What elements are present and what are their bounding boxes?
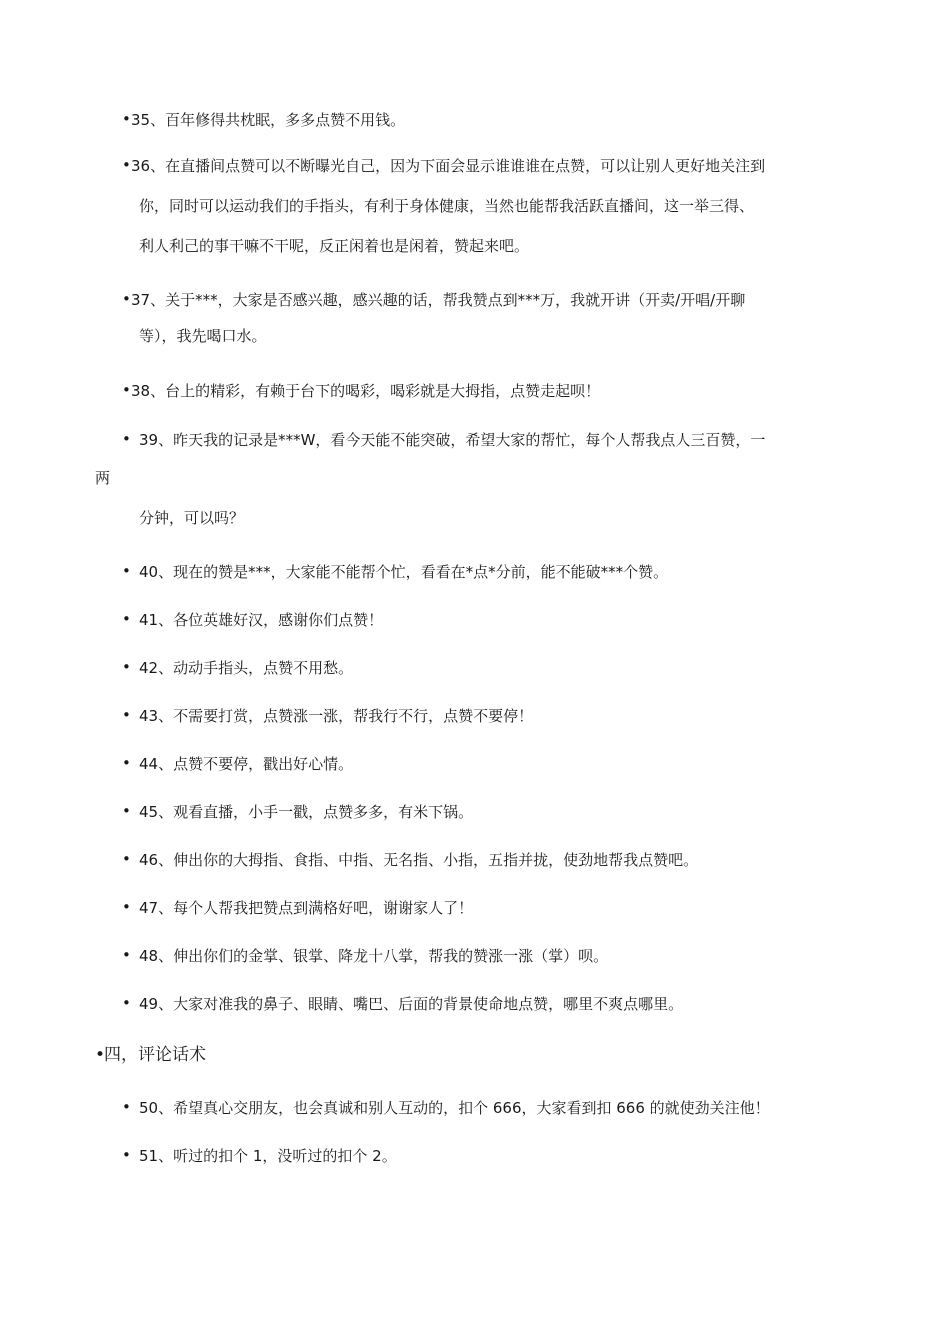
list-item-39-line-3: 分钟，可以吗？ <box>139 509 245 527</box>
bullet: • <box>122 381 131 399</box>
list-item-36-line-1: 36、在直播间点赞可以不断曝光自己，因为下面会显示谁谁谁在点赞，可以让别人更好地关注到 <box>131 157 766 175</box>
list-item-39-line-2: 两 <box>95 469 111 487</box>
bullet: • <box>122 562 131 580</box>
bullet: • <box>122 802 131 820</box>
list-item-37-line-2: 等），我先喝口水。 <box>139 327 267 345</box>
list-item-50: 50、希望真心交朋友，也会真诚和别人互动的，扣个 666，大家看到扣 666 的就使劲关注他！ <box>139 1099 770 1117</box>
list-item-44: 44、点赞不要停，戳出好心情。 <box>139 755 354 773</box>
bullet: • <box>122 110 131 128</box>
list-item-43: 43、不需要打赏，点赞涨一涨，帮我行不行，点赞不要停！ <box>139 707 534 725</box>
bullet: • <box>122 1098 131 1116</box>
list-item-45: 45、观看直播，小手一戳，点赞多多，有米下锅。 <box>139 803 474 821</box>
bullet: • <box>122 754 131 772</box>
list-item-38: 38、台上的精彩，有赖于台下的喝彩，喝彩就是大拇指，点赞走起呗！ <box>131 382 601 400</box>
list-item-48: 48、伸出你们的金掌、银掌、降龙十八掌，帮我的赞涨一涨（掌）呗。 <box>139 947 609 965</box>
list-item-41: 41、各位英雄好汉，感谢你们点赞！ <box>139 611 384 629</box>
list-item-36-line-2: 你，同时可以运动我们的手指头，有利于身体健康，当然也能帮我活跃直播间，这一举三得、 <box>139 197 755 215</box>
bullet: • <box>122 850 131 868</box>
section-heading: 四，评论话术 <box>104 1045 206 1065</box>
bullet: • <box>95 1045 106 1065</box>
bullet: • <box>122 946 131 964</box>
bullet: • <box>122 994 131 1012</box>
list-item-35: 35、百年修得共枕眠，多多点赞不用钱。 <box>131 111 406 129</box>
bullet: • <box>122 430 131 448</box>
list-item-49: 49、大家对准我的鼻子、眼睛、嘴巴、后面的背景使命地点赞，哪里不爽点哪里。 <box>139 995 684 1013</box>
list-item-46: 46、伸出你的大拇指、食指、中指、无名指、小指，五指并拢，使劲地帮我点赞吧。 <box>139 851 699 869</box>
list-item-47: 47、每个人帮我把赞点到满格好吧，谢谢家人了！ <box>139 899 474 917</box>
list-item-39-line-1: 39、昨天我的记录是***W，看今天能不能突破，希望大家的帮忙，每个人帮我点人三百赞，一 <box>139 431 766 449</box>
bullet: • <box>122 898 131 916</box>
bullet: • <box>122 290 131 308</box>
bullet: • <box>122 156 131 174</box>
list-item-36-line-3: 利人利己的事干嘛不干呢，反正闲着也是闲着，赞起来吧。 <box>139 237 530 255</box>
bullet: • <box>122 1146 131 1164</box>
bullet: • <box>122 706 131 724</box>
list-item-40: 40、现在的赞是***，大家能不能帮个忙，看看在*点*分前，能不能破***个赞。 <box>139 563 669 581</box>
list-item-37-line-1: 37、关于***，大家是否感兴趣，感兴趣的话，帮我赞点到***万，我就开讲（开卖/开唱/开聊 <box>131 291 746 309</box>
list-item-42: 42、动动手指头，点赞不用愁。 <box>139 659 354 677</box>
list-item-51: 51、听过的扣个 1，没听过的扣个 2。 <box>139 1147 397 1165</box>
bullet: • <box>122 610 131 628</box>
bullet: • <box>122 658 131 676</box>
